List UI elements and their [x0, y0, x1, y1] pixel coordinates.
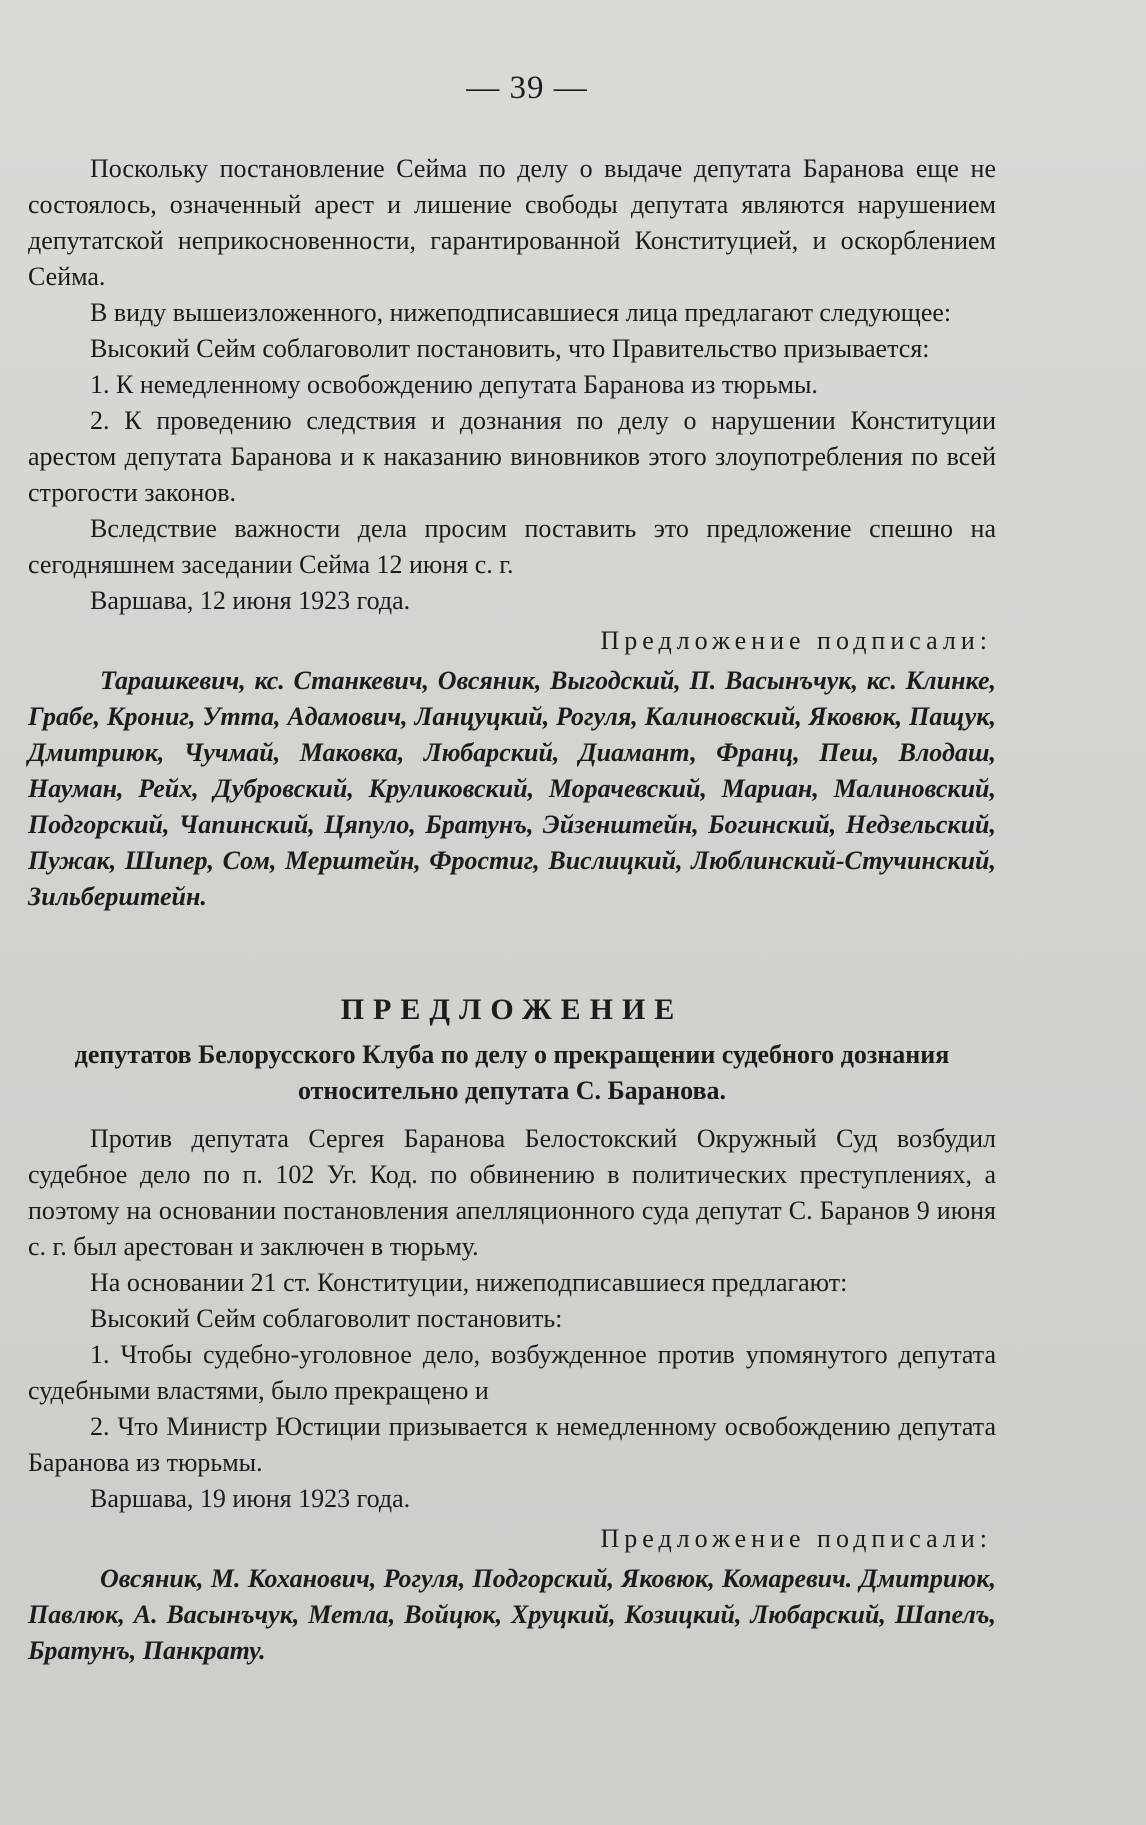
paragraph: Против депутата Сергея Баранова Белостокский Окружный Суд возбудил судебное дело по п. 102 Уг. Код. по обвинению в политических преступлениях, а поэтому на основании постановления апелляционного суда депутат С. Баранов 9 июня с. г. был арестован и заключен в тюрьму.	[28, 1124, 996, 1261]
paragraph: Высокий Сейм соблаговолит постановить, что Правительство призывается:	[90, 334, 930, 363]
first-proposal-section	[28, 151, 996, 915]
signed-label: Предложение подписали:	[600, 1524, 992, 1553]
paragraph: Поскольку постановление Сейма по делу о выдаче депутата Баранова еще не состоялось, означенный арест и лишение свободы депутата являются нарушением депутатской неприкосновенности, гарантированной Конституцией, и оскорблением Сейма.	[28, 154, 996, 291]
paragraph: В виду вышеизложенного, нижеподписавшиеся лица предлагают следующее:	[90, 298, 952, 327]
paragraph: Вследствие важности дела просим поставить это предложение спешно на сегодняшнем заседании Сейма 12 июня с. г.	[28, 514, 996, 579]
list-item: 1. Чтобы судебно-уголовное дело, возбужденное против упомянутого депутата судебными властями, было прекращено и	[28, 1340, 996, 1405]
page-content	[28, 64, 996, 1669]
list-item: 1. К немедленному освобождению депутата Баранова из тюрьмы.	[90, 370, 818, 399]
date-line: Варшава, 19 июня 1923 года.	[90, 1484, 411, 1513]
paragraph: На основании 21 ст. Конституции, нижеподписавшиеся предлагают:	[90, 1268, 848, 1297]
proposal-subheading: депутатов Белорусского Клуба по делу о прекращении судебного дознания относительно депутата С. Баранова.	[74, 1040, 950, 1105]
date-line: Варшава, 12 июня 1923 года.	[90, 586, 411, 615]
signed-label: Предложение подписали:	[600, 626, 992, 655]
page-number: — 39 —	[466, 70, 588, 106]
signatories-list: Тарашкевич, кс. Станкевич, Овсяник, Выгодский, П. Васынъчук, кс. Клинке, Грабе, Крониг, Утта, Адамович, Ланцуцкий, Рогуля, Калиновский, Яковюк, Пащук, Дмитриюк, Чучмай, Маковка, Любарский, Диамант, Франц, Пеш, Влодаш, Науман, Рейх, Дубровский, Круликовский, Морачевский, Мариан, Малиновский, Подгорский, Чапинский, Цяпуло, Братунъ, Эйзенштейн, Богинский, Недзельский, Пужак, Шипер, Сом, Мерштейн, Фростиг, Вислицкий, Люблинский-Стучинский, Зильберштейн.	[28, 666, 996, 911]
list-item: 2. К проведению следствия и дознания по делу о нарушении Конституции арестом депутата Баранова и к наказанию виновников этого злоупотребления по всей строгости законов.	[28, 406, 996, 507]
second-proposal-section	[28, 993, 996, 1669]
proposal-heading: ПРЕДЛОЖЕНИЕ	[340, 993, 684, 1026]
list-item: 2. Что Министр Юстиции призывается к немедленному освобождению депутата Баранова из тюрьмы.	[28, 1412, 996, 1477]
paragraph: Высокий Сейм соблаговолит постановить:	[90, 1304, 563, 1333]
signatories-list: Овсяник, М. Коханович, Рогуля, Подгорский, Яковюк, Комаревич. Дмитриюк, Павлюк, А. Васынъчук, Метла, Войцюк, Хруцкий, Козицкий, Любарский, Шапелъ, Братунъ, Панкрату.	[28, 1564, 996, 1665]
